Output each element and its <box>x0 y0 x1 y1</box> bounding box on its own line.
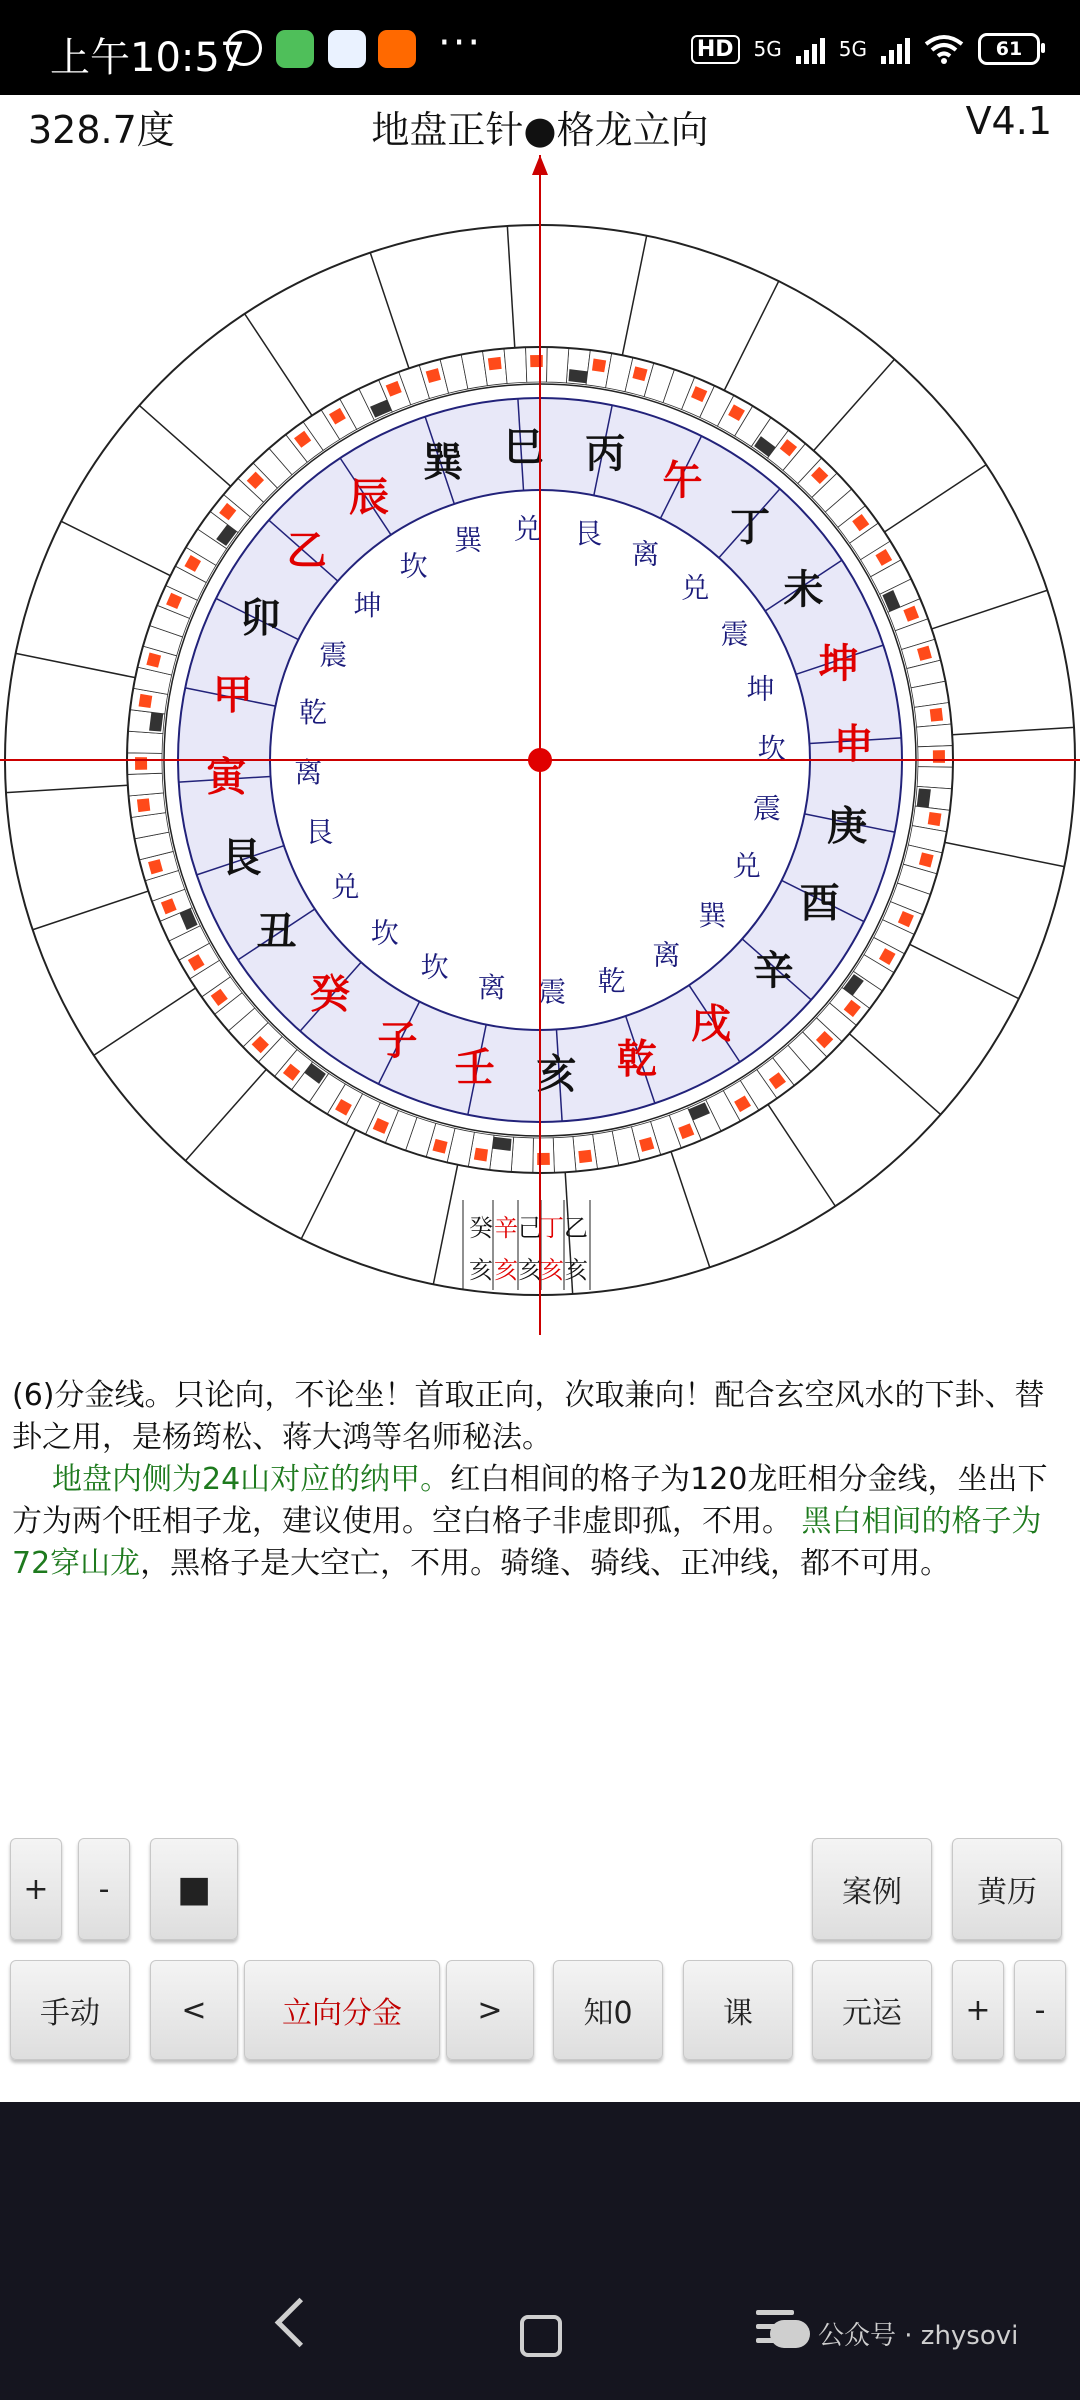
wangxiang-mark <box>592 359 606 373</box>
wechat-logo-icon <box>770 2320 810 2348</box>
najia-label: 兑 <box>681 571 710 605</box>
detail-bottom-label: 亥 <box>540 1256 564 1284</box>
fenjin-cell <box>511 1137 533 1173</box>
mountain-label: 癸 <box>309 971 350 1018</box>
detail-top-label: 癸 <box>469 1214 493 1242</box>
sector-line <box>16 653 136 677</box>
signal-icon-2 <box>881 34 910 64</box>
najia-label: 离 <box>477 970 506 1004</box>
mountain-label: 未 <box>783 566 824 613</box>
wangxiang-mark <box>928 812 942 826</box>
bottom-detail <box>463 1200 590 1290</box>
fenjin-cell <box>547 347 569 383</box>
manual-button[interactable]: 手动 <box>10 1960 130 2060</box>
desc-chuanshan-note: 黑白相间的格子为72穿山龙 <box>12 1504 1042 1581</box>
zoom-out-button[interactable]: - <box>78 1838 130 1940</box>
mountain-label: 辰 <box>348 474 389 521</box>
najia-label: 坎 <box>370 916 399 950</box>
sector-line <box>185 1069 266 1160</box>
increment-button[interactable]: + <box>952 1960 1004 2060</box>
mountain-label: 庚 <box>827 803 868 850</box>
mountain-label: 卯 <box>240 595 281 642</box>
najia-label: 艮 <box>305 815 334 849</box>
tools-app-icon <box>276 30 314 68</box>
watermark-text: 公众号 · zhysovi <box>818 2321 1019 2351</box>
desc-kongwang-note: ，黑格子是大空亡，不用。骑缝、骑线、正冲线，都不可用。 <box>140 1546 951 1581</box>
mountain-label: 坤 <box>818 640 859 687</box>
mountain-label: 艮 <box>221 835 262 882</box>
network-type-2: 5G <box>838 37 867 61</box>
detail-bottom-label: 亥 <box>494 1256 518 1284</box>
angle-readout: 328.7度 <box>28 108 175 152</box>
mountain-label: 巳 <box>503 424 544 471</box>
mountain-label: 巽 <box>422 439 463 486</box>
wifi-icon <box>924 34 964 64</box>
najia-label: 坎 <box>399 549 428 583</box>
alarm-icon <box>226 30 262 66</box>
najia-label: 震 <box>319 638 348 672</box>
desc-najia-note: 地盘内侧为24山对应的纳甲。 <box>52 1462 451 1497</box>
detail-top-label: 丁 <box>540 1214 564 1242</box>
sector-line <box>945 842 1065 866</box>
prev-button[interactable]: < <box>150 1960 238 2060</box>
mountain-label: 戌 <box>691 1001 732 1048</box>
detail-bottom-label: 亥 <box>518 1256 542 1284</box>
sector-line <box>301 1130 355 1239</box>
almanac-button[interactable]: 黄历 <box>952 1838 1062 1940</box>
zhi-button[interactable]: 知0 <box>553 1960 663 2060</box>
status-bar <box>0 0 1080 95</box>
sector-line <box>814 359 895 450</box>
najia-label: 巽 <box>698 899 727 933</box>
najia-label: 震 <box>720 617 749 651</box>
mountain-label: 寅 <box>206 754 247 801</box>
north-pointer-arrow <box>532 155 548 175</box>
sector-line <box>507 226 514 348</box>
home-icon[interactable] <box>520 2315 562 2357</box>
status-time: 上午10:57 <box>50 35 246 81</box>
wangxiang-mark <box>137 798 150 812</box>
sector-line <box>671 1152 710 1268</box>
mi-app-icon <box>378 30 416 68</box>
detail-top-label: 己 <box>518 1214 542 1242</box>
direction-fenjin-button[interactable]: 立向分金 <box>244 1960 440 2060</box>
description-text <box>12 1375 1072 1585</box>
yuanyun-button[interactable]: 元运 <box>812 1960 932 2060</box>
sector-line <box>884 465 986 532</box>
najia-label: 兑 <box>513 512 542 546</box>
najia-label: 乾 <box>299 695 328 729</box>
sector-line <box>952 727 1074 734</box>
mountain-label: 午 <box>662 458 703 505</box>
battery-icon: 61 <box>978 33 1040 65</box>
wangxiang-mark <box>474 1148 488 1162</box>
sector-line <box>433 1165 457 1285</box>
desc-paragraph-2 <box>12 1459 1072 1585</box>
mountain-label: 子 <box>377 1017 418 1064</box>
sector-line <box>6 785 128 792</box>
fenjin-cell <box>917 767 953 789</box>
sector-line <box>370 253 409 369</box>
mountain-label: 乾 <box>617 1036 658 1083</box>
mountain-label: 甲 <box>212 672 253 719</box>
najia-label: 兑 <box>331 870 360 904</box>
mountain-label: 亥 <box>536 1051 577 1098</box>
lesson-button[interactable]: 课 <box>683 1960 793 2060</box>
mountain-label: 辛 <box>753 948 794 995</box>
watermark <box>770 2315 1018 2352</box>
najia-label: 坎 <box>420 950 449 984</box>
najia-label: 坤 <box>746 672 775 706</box>
sector-line <box>245 314 312 416</box>
mountain-label: 壬 <box>454 1045 495 1092</box>
najia-label: 巽 <box>454 523 483 557</box>
najia-label: 坎 <box>757 731 786 765</box>
wangxiang-mark <box>488 357 502 370</box>
zoom-in-button[interactable]: + <box>10 1838 62 1940</box>
mountain-label: 丙 <box>585 430 626 477</box>
network-type-1: 5G <box>753 37 782 61</box>
fenjin-cell <box>127 773 163 796</box>
najia-label: 震 <box>538 975 567 1009</box>
najia-label: 离 <box>631 537 660 571</box>
mountain-label: 申 <box>833 721 874 768</box>
najia-label: 坤 <box>353 588 382 622</box>
fenjin-cell <box>553 1137 576 1173</box>
sector-line <box>94 988 196 1055</box>
signal-icon-1 <box>796 34 825 64</box>
hd-voice-icon: HD <box>691 35 740 64</box>
najia-label: 乾 <box>597 964 626 998</box>
sector-line <box>768 1104 835 1206</box>
desc-fenjin-note: 红白相间的格子为120龙旺相分金线，坐出下方为两个旺相子龙，建议使用。空白格子非虚即孤，不用。 <box>12 1462 1048 1539</box>
najia-label: 震 <box>752 792 781 826</box>
next-button[interactable]: > <box>446 1960 534 2060</box>
sector-line <box>910 944 1019 998</box>
mountain-label: 丁 <box>730 504 771 551</box>
luopan-compass[interactable] <box>0 95 1080 1335</box>
fenjin-cell <box>504 347 527 383</box>
mountain-label: 乙 <box>286 527 327 574</box>
detail-bottom-label: 亥 <box>469 1256 493 1284</box>
fenjin-cell <box>917 724 953 747</box>
center-dot <box>528 748 552 772</box>
decrement-button[interactable]: - <box>1014 1960 1066 2060</box>
desc-paragraph-1: (6)分金线。只论向，不论坐！首取正向，次取兼向！配合玄空风水的下卦、替卦之用，是杨筠松、蒋大鸿等名师秘法。 <box>12 1378 1045 1455</box>
sector-line <box>33 891 149 930</box>
sector-line <box>849 1034 940 1115</box>
page-title: 地盘正针●格龙立向 <box>371 108 709 152</box>
najia-label: 离 <box>652 938 681 972</box>
stop-button[interactable]: ■ <box>150 1838 238 1940</box>
sector-line <box>932 590 1048 629</box>
more-notifications-icon: ··· <box>438 20 483 66</box>
sector-line <box>724 281 778 390</box>
mountain-label: 丑 <box>256 909 297 956</box>
najia-label: 艮 <box>574 517 603 551</box>
detail-top-label: 辛 <box>494 1214 518 1242</box>
detail-top-label: 乙 <box>564 1214 588 1242</box>
mountain-label: 酉 <box>799 880 840 927</box>
wangxiang-mark <box>139 694 153 708</box>
najia-label: 离 <box>294 756 323 790</box>
fenjin-cell <box>127 731 163 753</box>
wangxiang-mark <box>930 708 943 722</box>
sector-line <box>61 521 170 575</box>
wangxiang-mark <box>578 1150 592 1163</box>
najia-label: 兑 <box>732 849 761 883</box>
cases-button[interactable]: 案例 <box>812 1838 932 1940</box>
version-label: V4.1 <box>965 99 1052 143</box>
detail-bottom-label: 亥 <box>564 1256 588 1284</box>
sector-line <box>622 236 646 356</box>
sector-line <box>139 405 230 486</box>
cloud-app-icon <box>328 30 366 68</box>
